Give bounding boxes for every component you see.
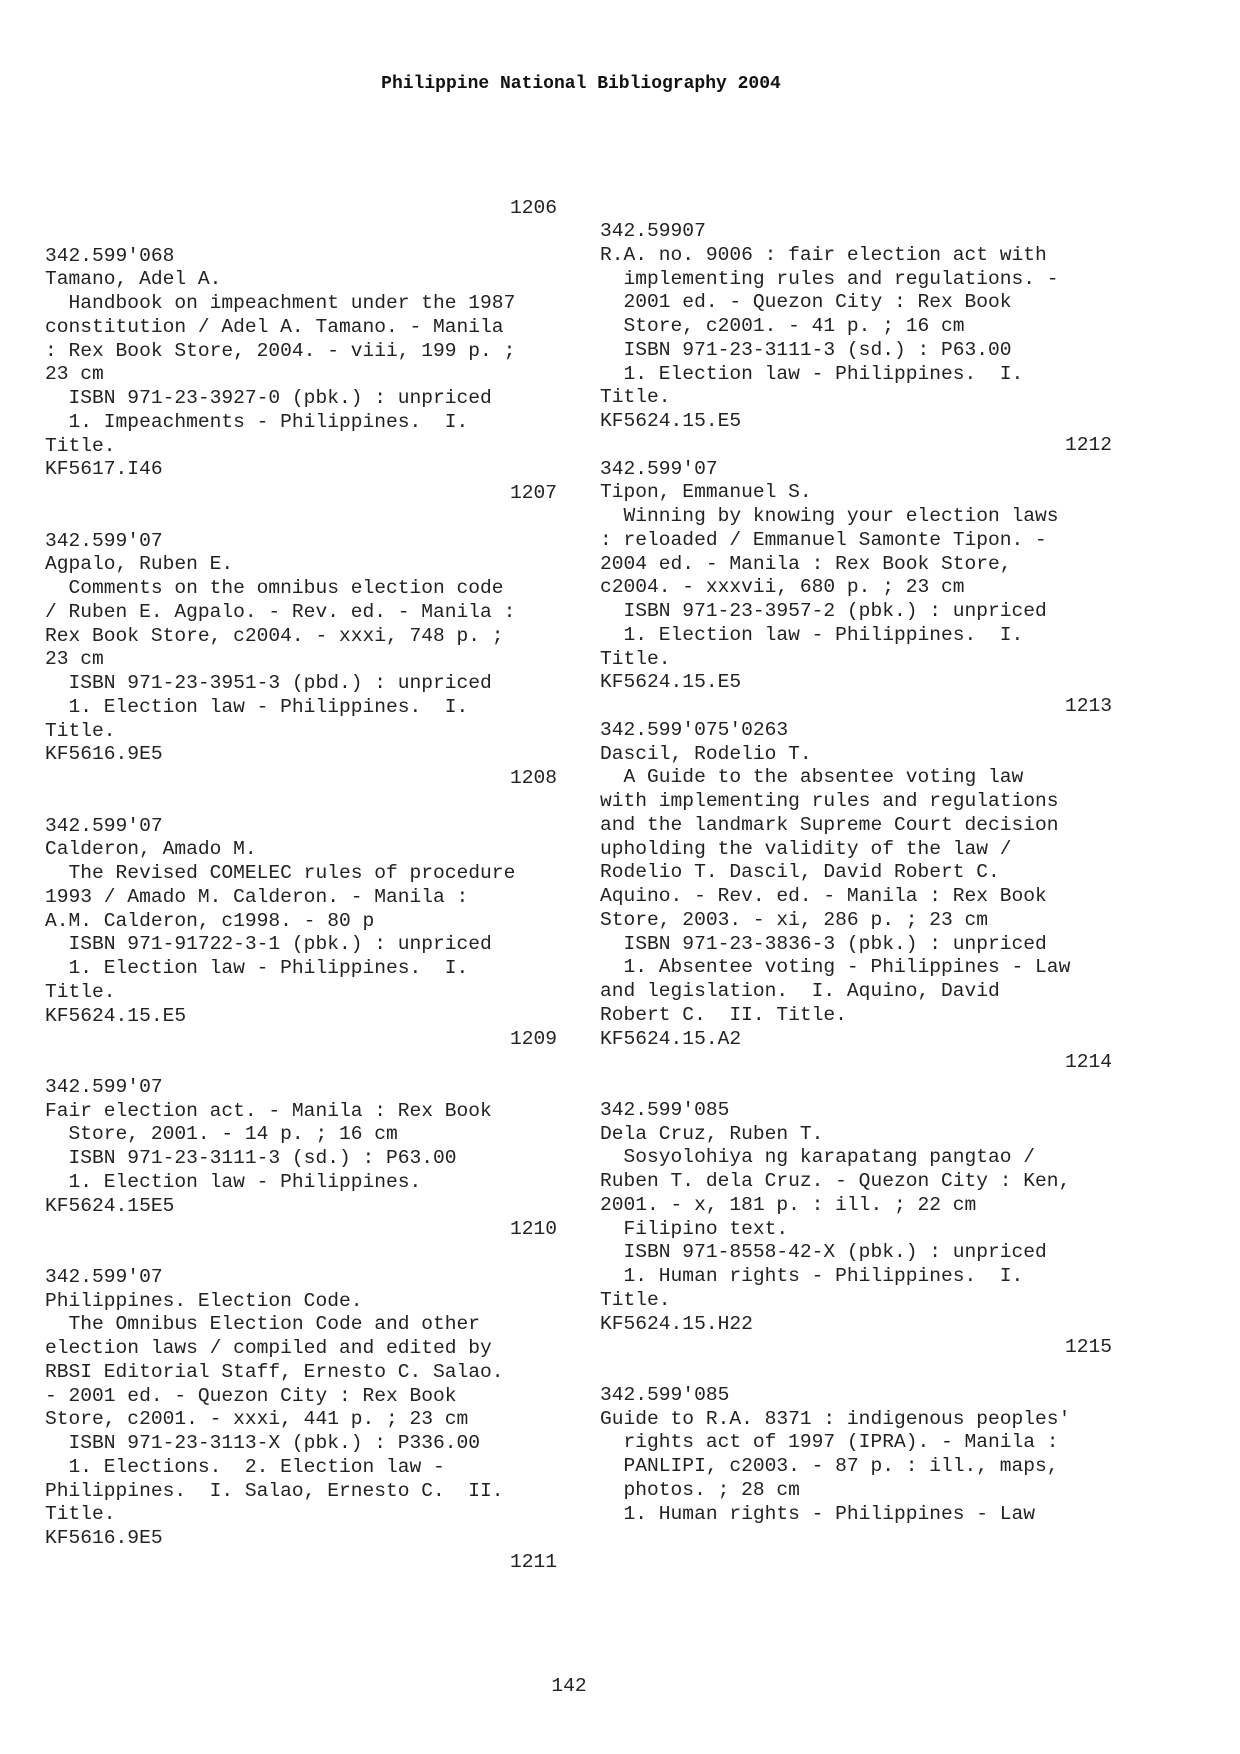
- text-line: KF5624.15.E5: [600, 410, 742, 432]
- text-line: with implementing rules and regulations: [600, 790, 1059, 812]
- page-number: 142: [551, 1675, 587, 1697]
- text-line: Robert C. II. Title.: [600, 1003, 847, 1026]
- text-line: [45, 1052, 557, 1076]
- text-line: KF5617.I46: [45, 458, 163, 481]
- text-line: [600, 1075, 1112, 1099]
- text-line: Dela Cruz, Ruben T.: [600, 1122, 824, 1145]
- text-line: [45, 1242, 557, 1266]
- left-column: [45, 197, 557, 1575]
- text-line: A Guide to the absentee voting law: [600, 766, 1024, 789]
- text-line: KF5616.9E5: [45, 743, 163, 766]
- text-line: [45, 791, 557, 815]
- text-line: KF5624.15E5: [45, 1194, 175, 1217]
- text-line: [45, 506, 557, 530]
- text-line: KF5624.15.A2: [600, 1027, 742, 1050]
- text-line: : Rex Book Store, 2004. - viii, 199 p. ;: [45, 339, 516, 362]
- text-line: 342.599'07: [45, 1265, 163, 1288]
- text-line: 1. Election law - Philippines. I.: [45, 695, 469, 718]
- text-line: Handbook on impeachment under the 1987: [45, 292, 516, 314]
- text-line: Aquino. - Rev. ed. - Manila : Rex Book: [600, 885, 1047, 907]
- text-line: Tamano, Adel A.: [45, 268, 222, 291]
- text-line: Philippines. Election Code.: [45, 1289, 363, 1312]
- text-line: RBSI Editorial Staff, Ernesto C. Salao.: [45, 1360, 504, 1383]
- text-line: 1. Election law - Philippines. I.: [45, 957, 469, 979]
- entry-number: 1215: [1064, 1336, 1112, 1359]
- text-line: Title.: [45, 980, 116, 1003]
- entry-number: 1214: [1064, 1051, 1112, 1074]
- text-line: 1. Absentee voting - Philippines - Law: [600, 956, 1071, 979]
- text-line: 342.599'07: [45, 529, 163, 552]
- text-line: ISBN 971-23-3111-3 (sd.) : P63.00: [600, 338, 1012, 361]
- text-line: 342.599'07: [600, 457, 718, 480]
- text-line: 1. Human rights - Philippines. I.: [600, 1265, 1024, 1287]
- text-line: 342.599'085: [600, 1098, 730, 1121]
- entry-number: 1213: [1064, 695, 1112, 717]
- text-line: 342.599'075'0263: [600, 718, 789, 741]
- text-line: Store, 2001. - 14 p. ; 16 cm: [45, 1123, 398, 1146]
- text-line: Fair election act. - Manila : Rex Book: [45, 1099, 492, 1122]
- entry-number: 1209: [509, 1028, 557, 1051]
- text-line: Filipino text.: [600, 1217, 789, 1240]
- text-line: Rex Book Store, c2004. - xxxi, 748 p. ;: [45, 624, 504, 647]
- text-line: The Omnibus Election Code and other: [45, 1313, 481, 1336]
- text-line: - 2001 ed. - Quezon City : Rex Book: [45, 1384, 457, 1407]
- text-line: R.A. no. 9006 : fair election act with: [600, 243, 1047, 266]
- page-title: Philippine National Bibliography 2004: [381, 74, 781, 94]
- text-line: 1. Election law - Philippines.: [45, 1170, 422, 1193]
- text-line: PANLIPI, c2003. - 87 p. : ill., maps,: [600, 1455, 1059, 1477]
- text-line: 342.599'068: [45, 244, 175, 267]
- text-line: Store, c2001. - xxxi, 441 p. ; 23 cm: [45, 1408, 469, 1431]
- text-line: 1. Human rights - Philippines - Law: [600, 1502, 1036, 1525]
- entry-number: 1212: [1064, 433, 1112, 456]
- text-line: [45, 221, 557, 245]
- text-line: Calderon, Amado M.: [45, 838, 257, 861]
- text-line: Dascil, Rodelio T.: [600, 742, 812, 765]
- text-line: KF5616.9E5: [45, 1527, 163, 1549]
- text-line: A.M. Calderon, c1998. - 80 p: [45, 909, 375, 932]
- text-line: ISBN 971-23-3951-3 (pbd.) : unpriced: [45, 672, 492, 694]
- text-line: Agpalo, Ruben E.: [45, 553, 234, 576]
- text-line: KF5624.15.H22: [600, 1312, 753, 1335]
- text-line: photos. ; 28 cm: [600, 1478, 800, 1501]
- text-line: The Revised COMELEC rules of procedure: [45, 862, 516, 884]
- text-line: Title.: [45, 434, 116, 457]
- text-line: ISBN 971-23-3111-3 (sd.) : P63.00: [45, 1147, 457, 1169]
- entry-number: 1206: [509, 197, 557, 219]
- text-line: Sosyolohiya ng karapatang pangtao /: [600, 1146, 1036, 1169]
- right-column: [600, 220, 1112, 1526]
- text-line: and legislation. I. Aquino, David: [600, 980, 1000, 1002]
- entry-number: 1210: [509, 1218, 557, 1241]
- text-line: implementing rules and regulations. -: [600, 267, 1059, 290]
- text-line: 1. Impeachments - Philippines. I.: [45, 410, 469, 433]
- text-line: Title.: [600, 1288, 671, 1311]
- text-line: 342.59907: [600, 220, 706, 242]
- text-line: Comments on the omnibus election code: [45, 577, 504, 599]
- text-line: 1. Elections. 2. Election law -: [45, 1455, 445, 1478]
- text-line: 1. Election law - Philippines. I.: [600, 623, 1024, 646]
- text-line: Rodelio T. Dascil, David Robert C.: [600, 861, 1000, 884]
- text-line: c2004. - xxxvii, 680 p. ; 23 cm: [600, 576, 965, 599]
- text-line: 2001. - x, 181 p. : ill. ; 22 cm: [600, 1193, 977, 1216]
- text-line: ISBN 971-23-3836-3 (pbk.) : unpriced: [600, 932, 1047, 955]
- text-line: 1993 / Amado M. Calderon. - Manila :: [45, 885, 469, 908]
- text-line: 23 cm: [45, 363, 104, 386]
- text-line: ISBN 971-23-3927-0 (pbk.) : unpriced: [45, 387, 492, 409]
- text-line: 1. Election law - Philippines. I.: [600, 362, 1024, 385]
- text-line: [600, 1360, 1112, 1384]
- text-line: Title.: [45, 1503, 116, 1526]
- text-line: ISBN 971-23-3957-2 (pbk.) : unpriced: [600, 600, 1047, 622]
- text-line: Winning by knowing your election laws: [600, 505, 1059, 527]
- text-line: Title.: [600, 647, 671, 670]
- text-line: Tipon, Emmanuel S.: [600, 481, 812, 504]
- text-line: Ruben T. dela Cruz. - Quezon City : Ken,: [600, 1170, 1071, 1192]
- text-line: 2001 ed. - Quezon City : Rex Book: [600, 291, 1012, 314]
- text-line: 342.599'085: [600, 1383, 730, 1406]
- text-line: ISBN 971-8558-42-X (pbk.) : unpriced: [600, 1241, 1047, 1264]
- text-line: election laws / compiled and edited by: [45, 1337, 492, 1359]
- entry-number: 1207: [509, 482, 557, 504]
- text-line: upholding the validity of the law /: [600, 837, 1012, 860]
- text-line: Philippines. I. Salao, Ernesto C. II.: [45, 1479, 504, 1502]
- text-line: 342.599'07: [45, 1075, 163, 1098]
- text-line: / Ruben E. Agpalo. - Rev. ed. - Manila :: [45, 600, 516, 623]
- text-line: 2004 ed. - Manila : Rex Book Store,: [600, 552, 1012, 575]
- text-line: Title.: [45, 719, 116, 742]
- text-line: : reloaded / Emmanuel Samonte Tipon. -: [600, 528, 1047, 551]
- entry-number: 1208: [509, 767, 557, 789]
- text-line: rights act of 1997 (IPRA). - Manila :: [600, 1431, 1059, 1454]
- text-line: ISBN 971-23-3113-X (pbk.) : P336.00: [45, 1432, 481, 1454]
- text-line: Guide to R.A. 8371 : indigenous peoples': [600, 1407, 1071, 1430]
- text-line: ISBN 971-91722-3-1 (pbk.) : unpriced: [45, 933, 492, 956]
- text-line: Store, 2003. - xi, 286 p. ; 23 cm: [600, 908, 989, 931]
- text-line: constitution / Adel A. Tamano. - Manila: [45, 315, 504, 338]
- text-line: KF5624.15.E5: [45, 1004, 187, 1027]
- text-line: 23 cm: [45, 648, 104, 671]
- text-line: 342.599'07: [45, 814, 163, 837]
- entry-number: 1211: [509, 1550, 557, 1573]
- text-line: KF5624.15.E5: [600, 671, 742, 694]
- text-line: Title.: [600, 386, 671, 409]
- text-line: Store, c2001. - 41 p. ; 16 cm: [600, 315, 965, 337]
- text-line: and the landmark Supreme Court decision: [600, 813, 1059, 836]
